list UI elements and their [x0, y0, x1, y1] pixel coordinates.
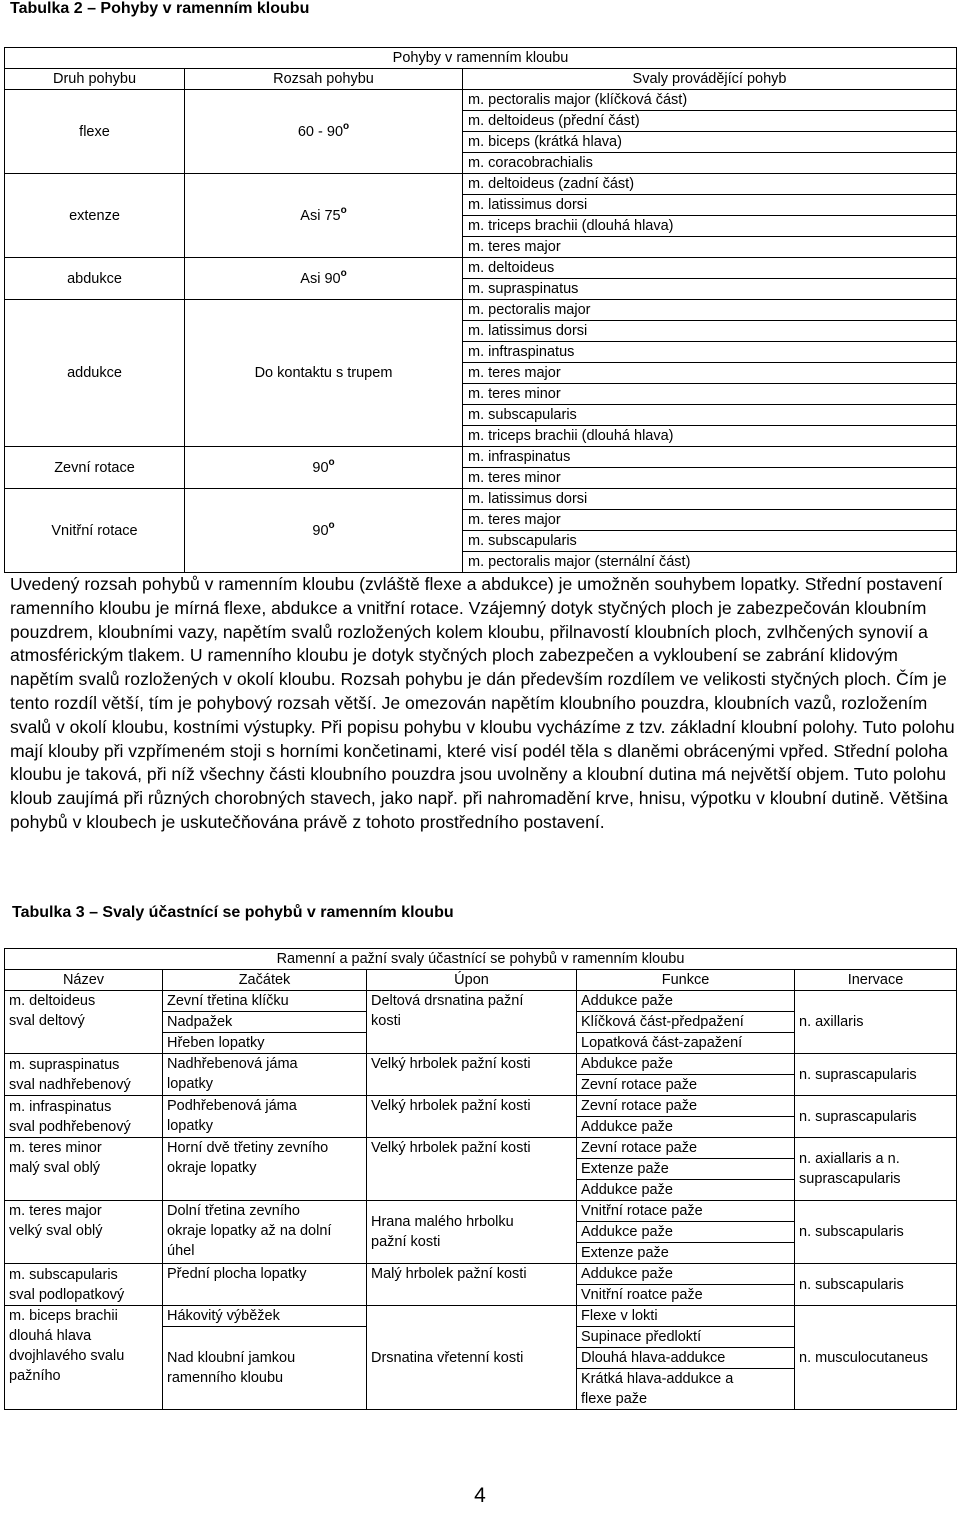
- function-cell: Dlouhá hlava-addukce: [577, 1348, 795, 1369]
- muscle-cell: m. biceps (krátká hlava): [463, 132, 957, 153]
- insertion-line: Deltová drsnatina pažní: [371, 993, 524, 1009]
- muscle-cell: m. supraspinatus: [463, 279, 957, 300]
- innervation-cell: [795, 1264, 957, 1306]
- insertion-line: Malý hrbolek pažní kosti: [371, 1266, 527, 1282]
- muscle-cell: m. deltoideus: [463, 258, 957, 279]
- muscle-name-line: sval podlopatkový: [9, 1286, 125, 1303]
- movement-cell: addukce: [5, 300, 185, 447]
- muscle-name-cell: [5, 1138, 163, 1201]
- innervation-line: n. subscapularis: [799, 1276, 904, 1293]
- insertion-line: Hrana malého hrbolku: [371, 1214, 514, 1230]
- origin-line: ramenního kloubu: [167, 1370, 284, 1386]
- insertion-line: kosti: [371, 1013, 401, 1029]
- origin-cell: Zevní třetina klíčku: [163, 991, 367, 1012]
- degree-sign: o: [328, 456, 335, 468]
- muscle-cell: m. inftraspinatus: [463, 342, 957, 363]
- function-cell: Zevní rotace paže: [577, 1138, 795, 1159]
- muscle-table-row: [5, 1201, 957, 1222]
- origin-cell: [163, 1096, 367, 1138]
- muscle-name-line: m. teres major: [9, 1203, 102, 1219]
- innervation-cell: [795, 1096, 957, 1138]
- body-paragraph: Uvedený rozsah pohybů v ramenním kloubu (zvláště flexe a abdukce) je umožněn souhybem lopatky. Střední postavení ramenního kloubu je mírná flexe, abdukce a vnitřní rotace. Vzájemný dotyk styčných ploch je zabezpečován kloubním pouzdrem, kloubními vazy, napětím svalů rozložených kolem kloubu, přilnavostí kloubních ploch, zvlhčených synovií a atmosférickým tlakem. U ramenního kloubu je dotyk styčných ploch zabezpečen a vykloubení se zabrání klidovým napětím svalů rozložených v okolí kloubu. Rozsah pohybu je dán především rozdílem ve velikosti styčných ploch. Čím je tento rozdíl větší, tím je pohybový rozsah větší. Je omezován napětím kloubního pouzdra, kloubních vazů, rozložením svalů v okolí kloubu, kostními výstupky. Při popisu pohybu v kloubu vycházíme z tzv. základní kloubní polohy. Tuto polohu mají klouby při vzpřímeném stoji s horními končetinami, které visí podél těla s dlaněmi obrácenými vpřed. Střední poloha kloubu je taková, při níž všechny části kloubního pouzdra jsou uvolněny a kloubní dutina má největší objem. Tuto polohu kloub zaujímá při různých chorobných stavech, jako např. při nahromadění krve, hnisu, výpotku v kloubní dutině. Většina pohybů v kloubech je uskutečňována právě z tohoto prostředního postavení.: [10, 574, 955, 832]
- insertion-cell: [367, 991, 577, 1054]
- muscle-cell: m. teres minor: [463, 468, 957, 489]
- header-origin: Začátek: [163, 970, 367, 991]
- range-value: Do kontaktu s trupem: [254, 365, 393, 381]
- muscle-name-line: pažního: [9, 1368, 61, 1384]
- innervation-line: suprascapularis: [799, 1171, 901, 1187]
- movement-cell: abdukce: [5, 258, 185, 300]
- header-insertion: Úpon: [367, 970, 577, 991]
- header-innervation: Inervace: [795, 970, 957, 991]
- insertion-line: Velký hrbolek pažní kosti: [371, 1098, 531, 1114]
- function-cell: Addukce paže: [577, 1117, 795, 1138]
- range-value: 90: [312, 522, 329, 539]
- header-muscles: Svaly provádějící pohyb: [463, 69, 957, 90]
- range-value: Asi 90: [300, 270, 341, 287]
- function-line: flexe paže: [581, 1391, 648, 1407]
- insertion-cell: [367, 1054, 577, 1096]
- muscle-name-line: m. subscapularis: [9, 1266, 118, 1283]
- innervation-cell: [795, 1138, 957, 1201]
- muscle-row: [5, 174, 957, 195]
- function-cell: [577, 1369, 795, 1410]
- innervation-cell: [795, 991, 957, 1054]
- origin-line: úhel: [167, 1243, 195, 1259]
- function-cell: Flexe v lokti: [577, 1306, 795, 1327]
- degree-sign: o: [340, 204, 347, 216]
- table3-title: Ramenní a pažní svaly účastnící se pohybů v ramenním kloubu: [5, 949, 957, 970]
- innervation-cell: [795, 1054, 957, 1096]
- muscle-name-cell: [5, 1201, 163, 1264]
- muscle-cell: m. triceps brachii (dlouhá hlava): [463, 216, 957, 237]
- innervation-line: n. axiallaris a n.: [799, 1151, 900, 1167]
- range-cell: [185, 447, 463, 489]
- movement-cell: flexe: [5, 90, 185, 174]
- muscle-row: [5, 447, 957, 468]
- range-value: 60 - 90: [297, 123, 344, 140]
- function-cell: Addukce paže: [577, 991, 795, 1012]
- muscle-name-line: m. teres minor: [9, 1140, 102, 1156]
- function-cell: Vnitřní rotace paže: [577, 1201, 795, 1222]
- function-cell: Supinace předloktí: [577, 1327, 795, 1348]
- muscle-row: [5, 300, 957, 321]
- muscle-cell: m. pectoralis major (klíčková část): [463, 90, 957, 111]
- origin-line: lopatky: [167, 1076, 213, 1092]
- muscle-cell: m. subscapularis: [463, 531, 957, 552]
- function-cell: Extenze paže: [577, 1159, 795, 1180]
- origin-line: Horní dvě třetiny zevního: [167, 1140, 329, 1156]
- muscle-name-cell: [5, 1264, 163, 1306]
- insertion-line: Drsnatina vřetenní kosti: [371, 1349, 524, 1366]
- origin-line: Dolní třetina zevního: [167, 1203, 300, 1219]
- range-cell: [185, 258, 463, 300]
- muscle-name-line: malý sval oblý: [9, 1160, 101, 1176]
- innervation-line: n. musculocutaneus: [799, 1349, 928, 1366]
- function-cell: Zevní rotace paže: [577, 1075, 795, 1096]
- movement-cell: extenze: [5, 174, 185, 258]
- degree-sign: o: [340, 267, 347, 279]
- muscle-cell: m. triceps brachii (dlouhá hlava): [463, 426, 957, 447]
- origin-line: Přední plocha lopatky: [167, 1266, 307, 1282]
- movement-cell: Vnitřní rotace: [5, 489, 185, 573]
- muscle-name-cell: [5, 1096, 163, 1138]
- insertion-line: pažní kosti: [371, 1234, 441, 1250]
- origin-cell: Hákovitý výběžek: [163, 1306, 367, 1327]
- header-function: Funkce: [577, 970, 795, 991]
- muscle-name-cell: [5, 1306, 163, 1410]
- muscle-name-line: dlouhá hlava: [9, 1328, 92, 1344]
- muscle-cell: m. teres major: [463, 363, 957, 384]
- innervation-line: n. axillaris: [799, 1014, 864, 1030]
- function-cell: Zevní rotace paže: [577, 1096, 795, 1117]
- origin-line: Nadhřebenová jáma: [167, 1056, 298, 1072]
- table2-title: Pohyby v ramenním kloubu: [5, 48, 957, 69]
- innervation-cell: [795, 1201, 957, 1264]
- innervation-cell: [795, 1306, 957, 1410]
- muscle-cell: m. latissimus dorsi: [463, 195, 957, 216]
- muscle-name-line: sval deltový: [9, 1013, 85, 1029]
- range-value: 90: [312, 459, 329, 476]
- range-cell: [185, 174, 463, 258]
- muscle-cell: m. infraspinatus: [463, 447, 957, 468]
- muscle-cell: m. coracobrachialis: [463, 153, 957, 174]
- movement-cell: Zevní rotace: [5, 447, 185, 489]
- origin-cell: Hřeben lopatky: [163, 1033, 367, 1054]
- muscle-name-line: dvojhlavého svalu: [9, 1348, 125, 1364]
- muscle-cell: m. latissimus dorsi: [463, 321, 957, 342]
- origin-cell: [163, 1327, 367, 1410]
- muscle-cell: m. teres minor: [463, 384, 957, 405]
- range-value: Asi 75: [300, 207, 341, 224]
- muscles-table: [4, 948, 957, 1410]
- muscle-name-line: m. supraspinatus: [9, 1056, 120, 1073]
- origin-line: okraje lopatky až na dolní: [167, 1223, 332, 1239]
- muscle-cell: m. teres major: [463, 237, 957, 258]
- origin-cell: [163, 1264, 367, 1306]
- muscle-cell: m. deltoideus (přední část): [463, 111, 957, 132]
- movements-table: [4, 47, 957, 573]
- range-cell: [185, 489, 463, 573]
- muscle-table-row: [5, 1054, 957, 1075]
- muscle-cell: m. deltoideus (zadní část): [463, 174, 957, 195]
- muscle-table-row: [5, 1264, 957, 1285]
- muscle-name-cell: [5, 1054, 163, 1096]
- muscle-name-line: m. biceps brachii: [9, 1308, 118, 1324]
- function-cell: Vnitřní roatce paže: [577, 1285, 795, 1306]
- muscle-cell: m. pectoralis major (sternální část): [463, 552, 957, 573]
- insertion-cell: [367, 1096, 577, 1138]
- muscle-name-line: m. deltoideus: [9, 993, 96, 1009]
- function-cell: Lopatková část-zapažení: [577, 1033, 795, 1054]
- muscle-cell: m. subscapularis: [463, 405, 957, 426]
- range-cell: [185, 90, 463, 174]
- origin-line: Podhřebenová jáma: [167, 1098, 297, 1114]
- muscle-table-row: [5, 1096, 957, 1117]
- innervation-line: n. suprascapularis: [799, 1108, 917, 1125]
- muscle-row: [5, 258, 957, 279]
- insertion-line: Velký hrbolek pažní kosti: [371, 1056, 531, 1072]
- innervation-line: n. suprascapularis: [799, 1066, 917, 1083]
- origin-line: lopatky: [167, 1118, 213, 1134]
- header-name: Název: [5, 970, 163, 991]
- muscle-cell: m. pectoralis major: [463, 300, 957, 321]
- degree-sign: o: [343, 120, 350, 132]
- muscle-name-line: sval podhřebenový: [9, 1118, 131, 1135]
- muscle-name-cell: [5, 991, 163, 1054]
- origin-cell: [163, 1054, 367, 1096]
- muscle-name-line: sval nadhřebenový: [9, 1076, 131, 1093]
- innervation-line: n. subscapularis: [799, 1224, 904, 1240]
- function-cell: Addukce paže: [577, 1222, 795, 1243]
- muscle-table-row: [5, 1138, 957, 1159]
- insertion-cell: [367, 1201, 577, 1264]
- muscle-row: [5, 90, 957, 111]
- origin-line: okraje lopatky: [167, 1160, 257, 1176]
- header-range: Rozsah pohybu: [185, 69, 463, 90]
- muscle-table-row: [5, 991, 957, 1012]
- origin-cell: [163, 1138, 367, 1201]
- function-cell: Addukce paže: [577, 1264, 795, 1285]
- function-cell: Abdukce paže: [577, 1054, 795, 1075]
- origin-line: Nad kloubní jamkou: [167, 1350, 296, 1366]
- muscle-cell: m. latissimus dorsi: [463, 489, 957, 510]
- insertion-line: Velký hrbolek pažní kosti: [371, 1140, 531, 1156]
- page-number: 4: [474, 1484, 486, 1507]
- degree-sign: o: [328, 519, 335, 531]
- range-cell: [185, 300, 463, 447]
- insertion-cell: [367, 1138, 577, 1201]
- origin-cell: [163, 1201, 367, 1264]
- muscle-name-line: m. infraspinatus: [9, 1098, 112, 1115]
- function-cell: Klíčková část-předpažení: [577, 1012, 795, 1033]
- origin-cell: Nadpažek: [163, 1012, 367, 1033]
- insertion-cell: [367, 1306, 577, 1410]
- muscle-cell: m. teres major: [463, 510, 957, 531]
- muscle-row: [5, 489, 957, 510]
- header-movement: Druh pohybu: [5, 69, 185, 90]
- muscle-table-row: [5, 1306, 957, 1327]
- table2-caption: Tabulka 2 – Pohyby v ramenním kloubu: [10, 0, 310, 17]
- function-cell: Extenze paže: [577, 1243, 795, 1264]
- function-cell: Addukce paže: [577, 1180, 795, 1201]
- table3-caption: Tabulka 3 – Svaly účastnící se pohybů v ramenním kloubu: [12, 904, 454, 921]
- function-line: Krátká hlava-addukce a: [581, 1371, 734, 1387]
- insertion-cell: [367, 1264, 577, 1306]
- muscle-name-line: velký sval oblý: [9, 1223, 103, 1239]
